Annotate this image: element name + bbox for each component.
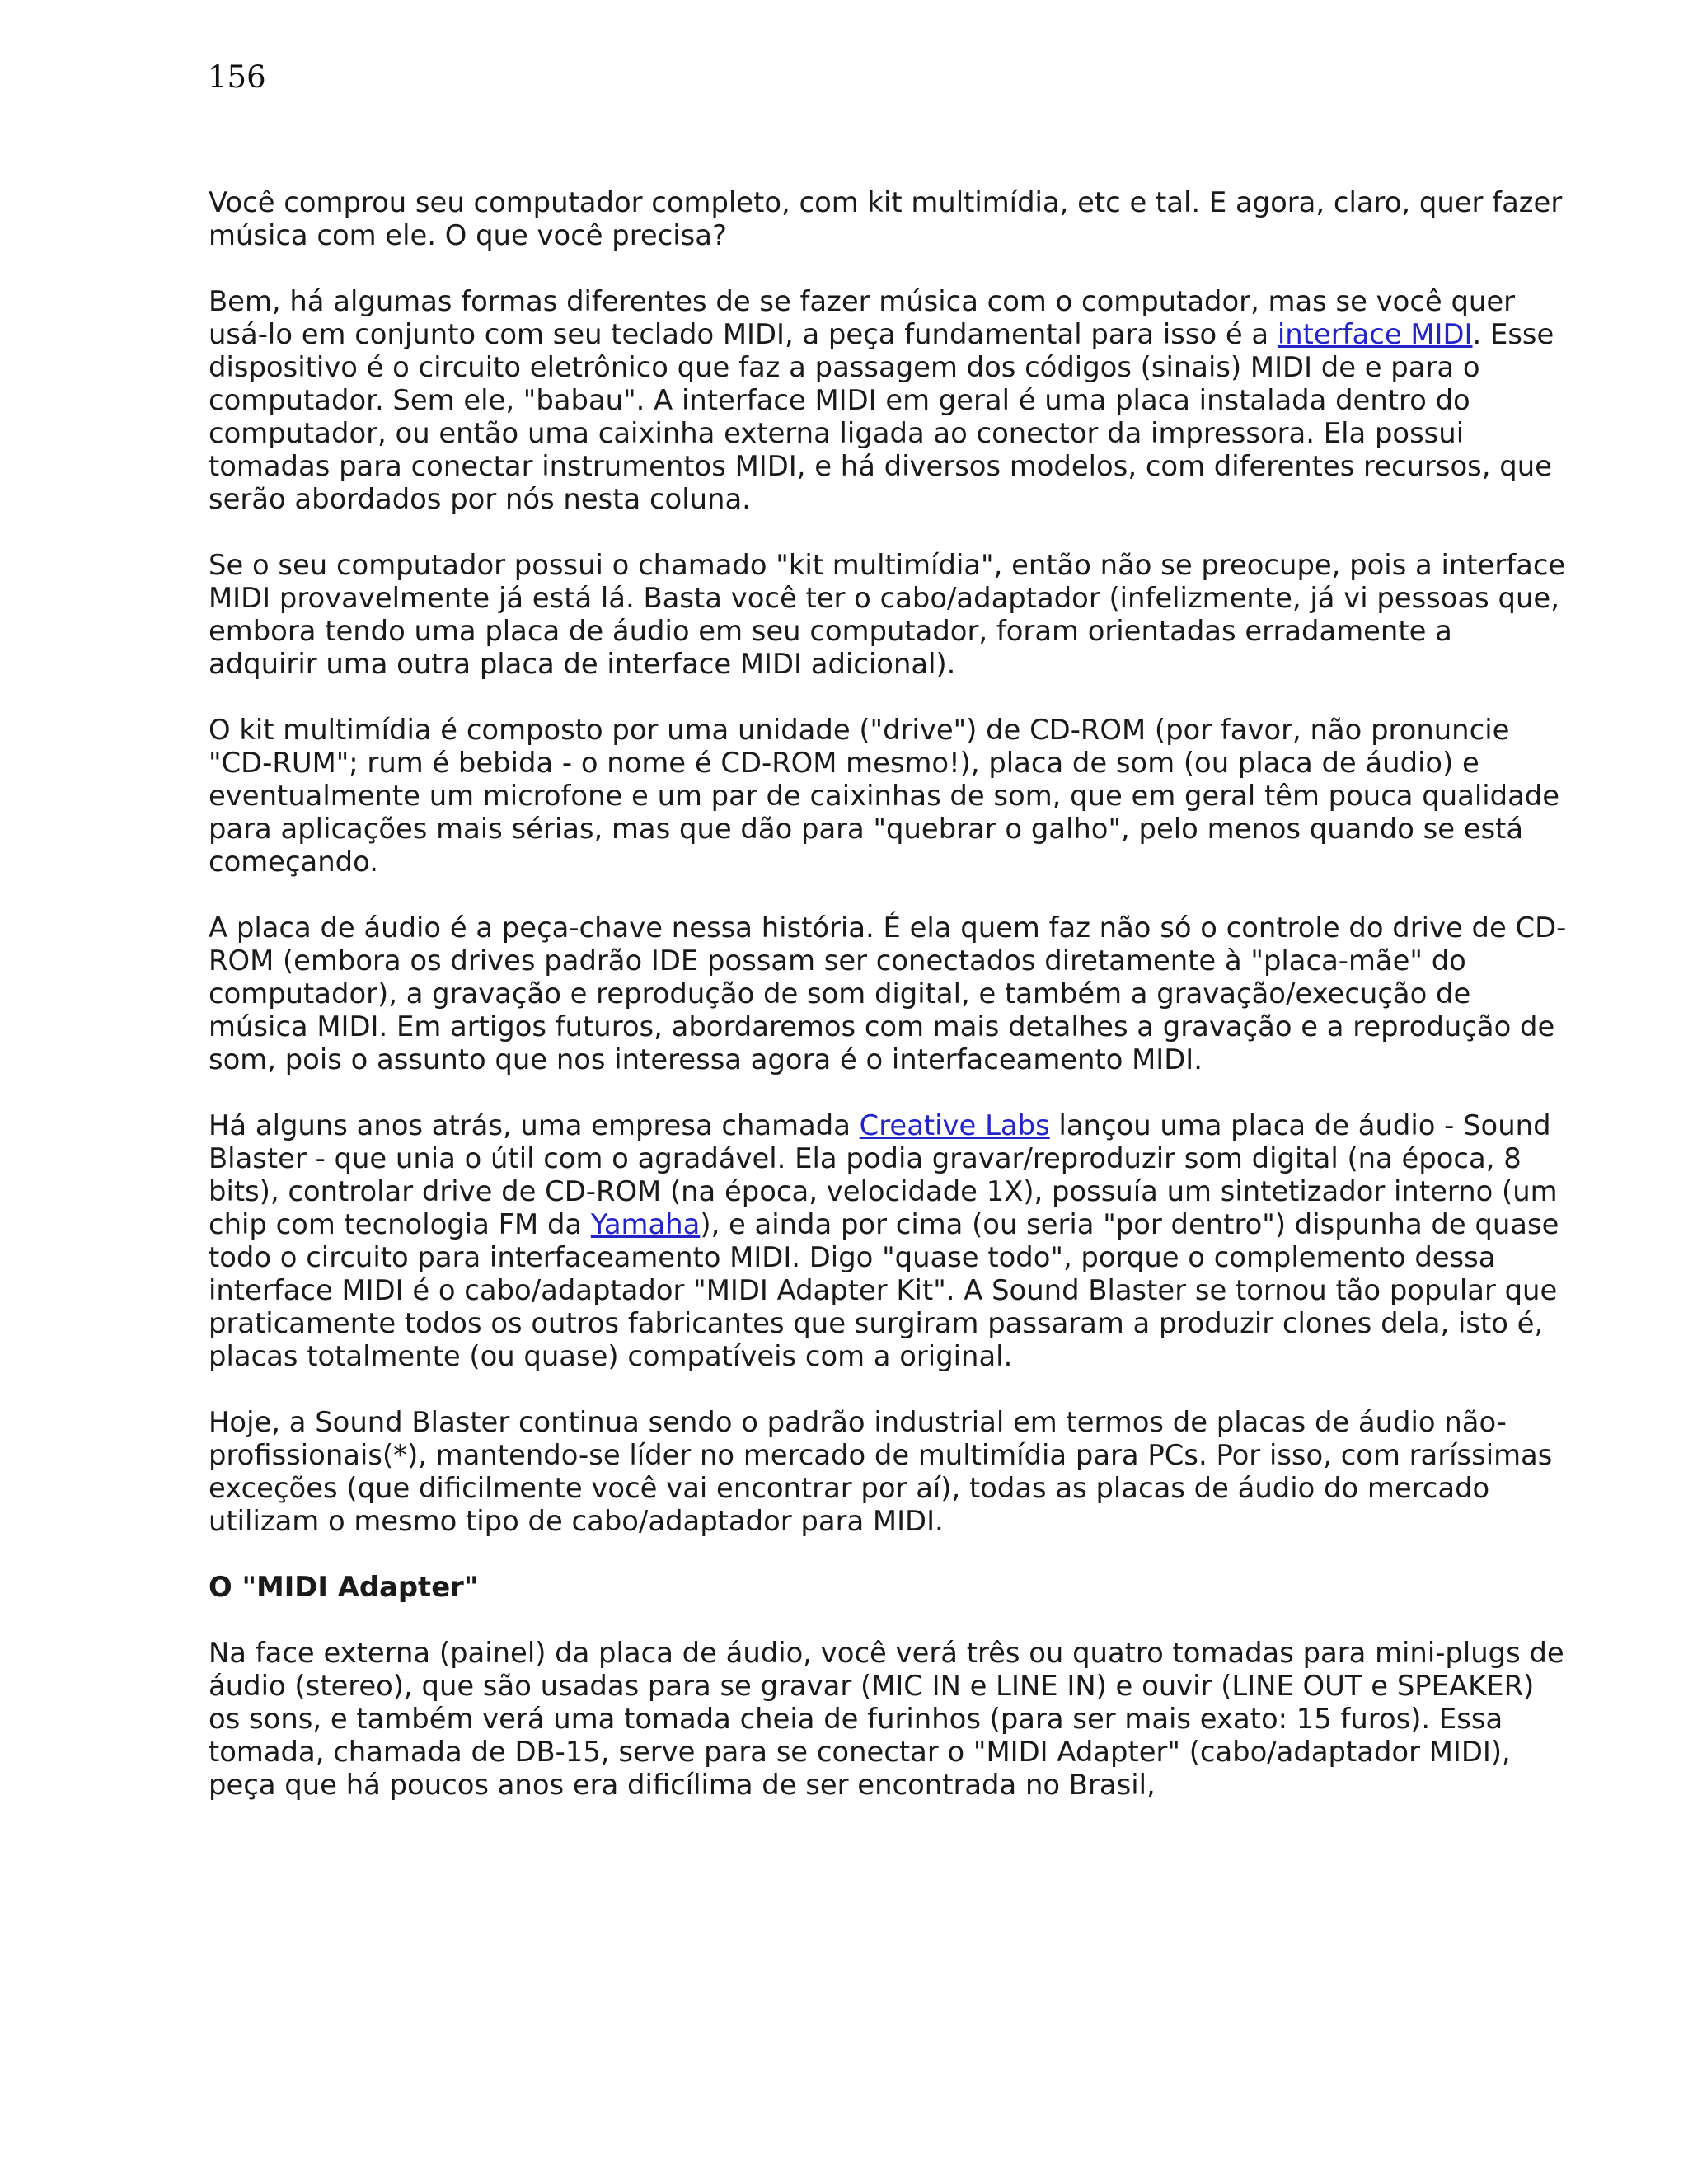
paragraph-sound-blaster (209, 1109, 1568, 1373)
paragraph-text: ), e ainda por cima (ou seria "por dentro") dispunha de quase todo o circuito para interfaceamento MIDI. Digo "quase todo", porque o complemento dessa interface MIDI é o cabo/adaptador "MIDI Adapter Kit". A Sound Blaster se tornou tão popular que praticamente todos os outros fabricantes que surgiram passaram a produzir clones dela, isto é, placas totalmente (ou quase) compatíveis com a original. (209, 1208, 1559, 1372)
creative-labs-link[interactable]: Creative Labs (859, 1109, 1050, 1141)
paragraph-cd-rom: O kit multimídia é composto por uma unidade ("drive") de CD-ROM (por favor, não pronuncie "CD-RUM"; rum é bebida - o nome é CD-ROM mesmo!), placa de som (ou placa de áudio) e eventualmente um microfone e um par de caixinhas de som, que em geral têm pouca qualidade para aplicações mais sérias, mas que dão para "quebrar o galho", pelo menos quando se está começando. (209, 714, 1560, 878)
paragraph-text: Bem, há algumas formas diferentes de se fazer música com o computador, mas se você quer usá-lo em conjunto com seu teclado MIDI, a peça fundamental para isso é a (209, 285, 1516, 350)
paragraph-placa-audio: A placa de áudio é a peça-chave nessa história. É ela quem faz não só o controle do drive de CD-ROM (embora os drives padrão IDE possam ser conectados diretamente à "placa-mãe" do computador), a gravação e reprodução de som digital, e também a gravação/execução de música MIDI. Em artigos futuros, abordaremos com mais detalhes a gravação e a reprodução de som, pois o assunto que nos interessa agora é o interfaceamento MIDI. (209, 912, 1567, 1076)
paragraph-text: lançou uma placa de áudio - Sound Blaster - que unia o útil com o agradável. Ela podia gravar/reproduzir som digital (na época, 8 bits), controlar drive de CD-ROM (na época, velocidade 1X), possuía um sintetizador interno (um chip com tecnologia FM da (209, 1109, 1558, 1240)
paragraph-text: Há alguns anos atrás, uma empresa chamada (209, 1109, 860, 1141)
section-heading: O "MIDI Adapter" (209, 1571, 479, 1603)
paragraph-intro: Você comprou seu computador completo, com kit multimídia, etc e tal. E agora, claro, quer fazer música com ele. O que você precisa? (209, 186, 1563, 251)
paragraph-midi-adapter: Na face externa (painel) da placa de áudio, você verá três ou quatro tomadas para mini-plugs de áudio (stereo), que são usadas para se gravar (MIC IN e LINE IN) e ouvir (LINE OUT e SPEAKER) os sons, e também verá uma tomada cheia de furinhos (para ser mais exato: 15 furos). Essa tomada, chamada de DB-15, serve para se conectar o "MIDI Adapter" (cabo/adaptador MIDI), peça que há poucos anos era dificílima de ser encontrada no Brasil, (209, 1637, 1564, 1801)
paragraph-text: . Esse dispositivo é o circuito eletrônico que faz a passagem dos códigos (sinais) MIDI de e para o computador. Sem ele, "babau". A interface MIDI em geral é uma placa instalada dentro do computador, ou então uma caixinha externa ligada ao conector da impressora. Ela possui tomadas para conectar instrumentos MIDI, e há diversos modelos, com diferentes recursos, que serão abordados por nós nesta coluna. (209, 318, 1554, 515)
paragraph-kit-multimidia: Se o seu computador possui o chamado "kit multimídia", então não se preocupe, pois a interface MIDI provavelmente já está lá. Basta você ter o cabo/adaptador (infelizmente, já vi pessoas que, embora tendo uma placa de áudio em seu computador, foram orientadas erradamente a adquirir uma outra placa de interface MIDI adicional). (209, 549, 1566, 680)
yamaha-link[interactable]: Yamaha (590, 1208, 701, 1240)
paragraph-interface-midi (209, 285, 1568, 516)
interface-midi-link[interactable]: interface MIDI (1277, 318, 1473, 350)
paragraph-padrao-industrial: Hoje, a Sound Blaster continua sendo o padrão industrial em termos de placas de áudio não-profissionais(*), mantendo-se líder no mercado de multimídia para PCs. Por isso, com raríssimas exceções (que dificilmente você vai encontrar por aí), todas as placas de áudio do mercado utilizam o mesmo tipo de cabo/adaptador para MIDI. (209, 1406, 1553, 1537)
page-number: 156 (208, 59, 266, 95)
document-body (209, 186, 1568, 1835)
